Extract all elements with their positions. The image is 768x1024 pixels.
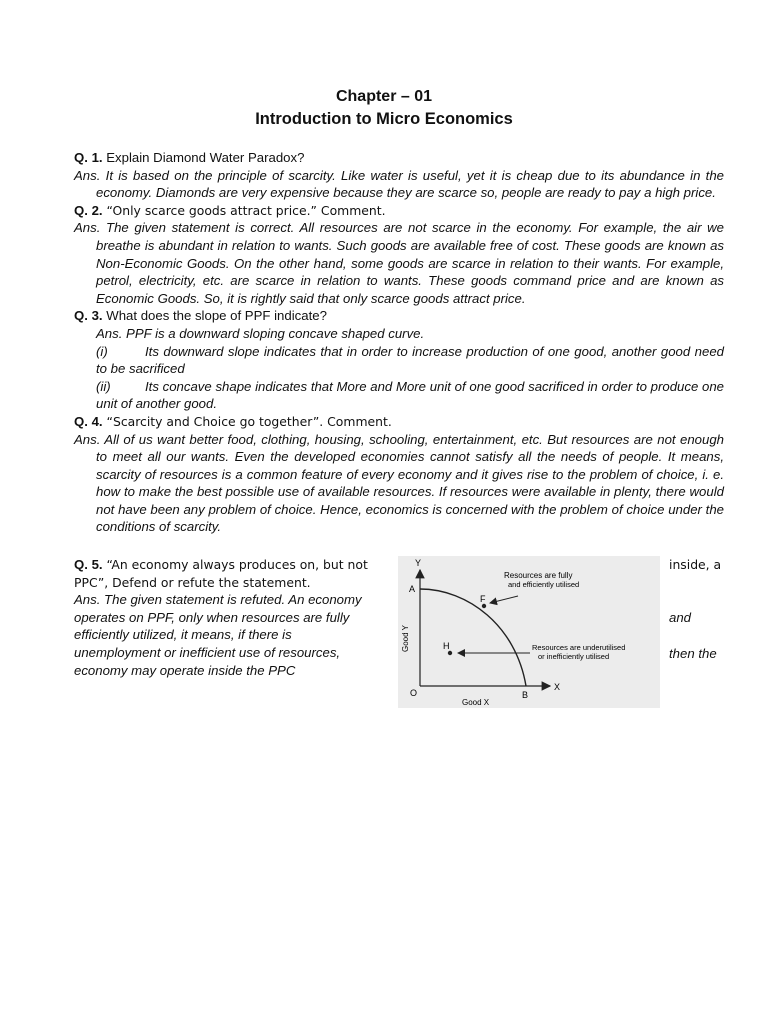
chapter-heading: Chapter – 01 [335, 88, 433, 105]
question-4 [74, 413, 724, 431]
question-list [74, 149, 724, 536]
point-f-marker [482, 604, 486, 608]
note-under-line-2: or inefficiently utilised [538, 652, 610, 661]
question-text: Explain Diamond Water Paradox? [102, 150, 305, 165]
question-text: “Only scarce goods attract price.” Comment. [102, 202, 386, 218]
answer-line: unemployment or inefficient use of resources, [74, 644, 341, 660]
y-axis-letter: Y [415, 558, 422, 568]
point-b-label: B [522, 690, 529, 700]
answer-2: Ans. The given statement is correct. All resources are not scarce in the economy. For example, the air we breathe is abundant in relation to wants. Such goods are available free of cost. These goods are known as Non-Economic Goods. On the other hand, some goods are scarce in relation to their wants. For example, petrol, electricity, etc. are scarce in relation to wants. These goods command price and are known as Economic Goods. So, it is rightly said that only scarce goods attract price. [74, 220, 724, 306]
question-label: Q. 5. [74, 557, 103, 572]
question-5-right-text: inside, a [669, 557, 722, 572]
answer-5 [74, 591, 386, 679]
question-text: “An economy always produces on, but not [102, 557, 368, 572]
point-text: Its downward slope indicates that in order to increase production of one good, another good need to be sacrificed [96, 343, 724, 377]
answer-4: Ans. All of us want better food, clothing, housing, schooling, entertainment, etc. But resources are not enough to meet all our wants. Even the developed economies cannot satisfy all the needs of people. It means, scarcity of resources is a common feature of every economy and it gives rise to the problem of choice, i. e. how to make the best possible use of available resources. If resources were available in plenty, there would not have been any problem of choice. Hence, economics is concerned with the problem of choice under the conditions of scarcity. [74, 431, 724, 535]
note-fully-line-1: Resources are fully [504, 571, 573, 580]
answer-line: operates on PPF, only when resources are fully [74, 609, 350, 625]
ppc-diagram [398, 556, 660, 708]
y-axis-label: Good Y [401, 625, 410, 652]
arrow-to-f [490, 596, 518, 603]
point-number: (i) [96, 343, 108, 359]
question-text: What does the slope of PPF indicate? [102, 308, 327, 324]
answer-line: economy may operate inside the PPC [74, 662, 296, 678]
question-2 [74, 202, 724, 220]
question-5 [74, 556, 386, 679]
answer-1: Ans. It is based on the principle of scarcity. Like water is useful, yet it is cheap due to its abundance in the economy. Diamonds are very expensive because they are scarce so, people are ready to pay a high price. [74, 167, 724, 201]
answer-line: efficiently utilized, it means, if there is [74, 627, 292, 643]
answer-5-right-word: and [669, 610, 692, 625]
answer-line: Ans. The given statement is refuted. An economy [74, 592, 362, 608]
point-text: Its concave shape indicates that More and More unit of one good sacrificed in order to produce one unit of another good. [96, 378, 724, 412]
ppc-figure [398, 556, 660, 708]
point-number: (ii) [96, 378, 111, 394]
answer-3-point-2 [74, 378, 724, 413]
question-5-line-2: PPC”, Defend or refute the statement. [74, 574, 311, 590]
question-label: Q. 1. [74, 150, 103, 165]
answer-3: Ans. PPF is a downward sloping concave shaped curve. [96, 325, 425, 341]
answer-3-point-1 [74, 343, 724, 378]
chapter-title: Introduction to Micro Economics [255, 110, 513, 128]
question-3 [74, 307, 724, 325]
point-a-label: A [409, 584, 416, 594]
question-label: Q. 3. [74, 308, 103, 324]
question-5-line-1 [74, 556, 386, 574]
question-1 [74, 149, 724, 167]
origin-label: O [410, 688, 418, 698]
note-under-line-1: Resources are underutilised [532, 643, 626, 652]
point-h-label: H [443, 641, 450, 651]
answer-5-right-word: then the [669, 646, 717, 661]
point-h-marker [448, 651, 452, 655]
note-fully-line-2: and efficiently utilised [508, 580, 580, 589]
question-label: Q. 4. [74, 413, 103, 429]
x-axis-label: Good X [462, 698, 490, 707]
ppc-curve [420, 589, 526, 686]
x-axis-letter: X [554, 682, 561, 692]
point-f-label: F [480, 594, 486, 604]
question-text: “Scarcity and Choice go together”. Comment. [102, 413, 392, 429]
question-label: Q. 2. [74, 202, 103, 218]
